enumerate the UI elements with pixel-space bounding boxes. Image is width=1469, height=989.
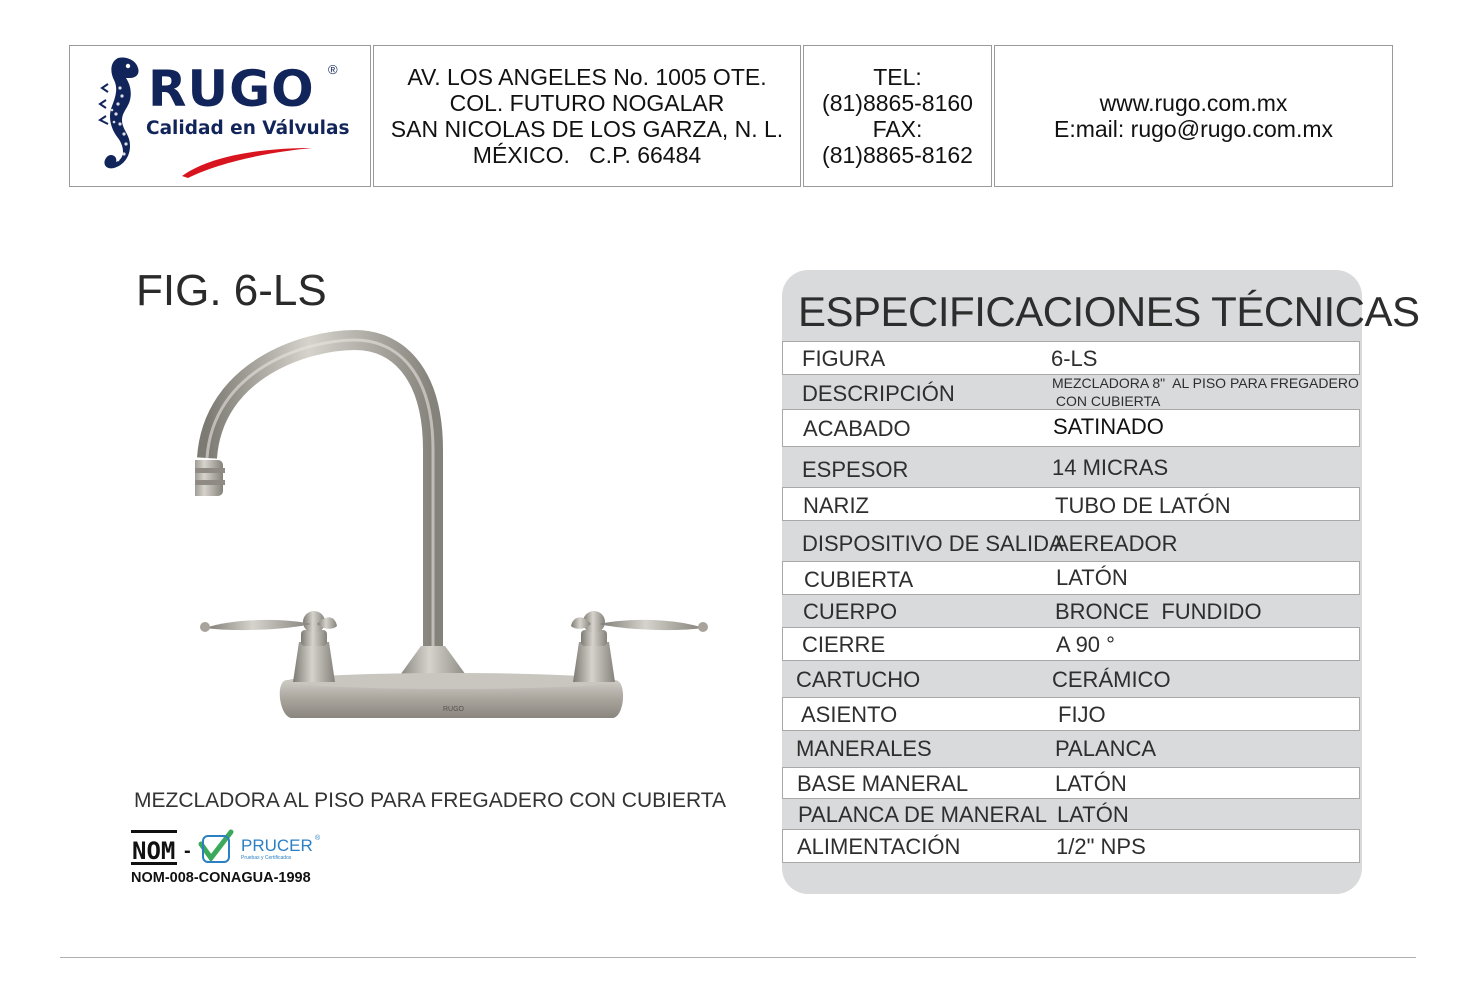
faucet-base-mark: RUGO — [443, 706, 464, 713]
fax-number: (81)8865-8162 — [822, 142, 973, 168]
website-link[interactable]: www.rugo.com.mx — [1099, 90, 1288, 116]
brand-tagline: Calidad en Válvulas — [146, 118, 350, 139]
tel-label: TEL: — [873, 64, 922, 90]
spec-value: AEREADOR — [1054, 531, 1178, 556]
spec-row — [782, 409, 1360, 447]
spec-label: CARTUCHO — [796, 667, 921, 692]
registered-mark: ® — [328, 62, 338, 77]
nom-mark: NOM — [132, 837, 176, 865]
spec-label: ACABADO — [803, 416, 911, 441]
spec-value: SATINADO — [1053, 414, 1164, 439]
spec-value: BRONCE FUNDIDO — [1055, 599, 1262, 624]
certifier-name: PRUCER — [241, 836, 313, 855]
tel-number: (81)8865-8160 — [822, 90, 973, 116]
address-box — [373, 45, 801, 187]
brand-name: RUGO — [148, 60, 315, 118]
address-line: SAN NICOLAS DE LOS GARZA, N. L. — [390, 116, 784, 142]
spec-row — [782, 829, 1360, 863]
faucet-image — [195, 330, 715, 730]
fax-label: FAX: — [872, 116, 923, 142]
address-block — [391, 64, 783, 168]
spec-row — [782, 595, 1360, 627]
spec-label: NARIZ — [803, 493, 869, 518]
email-link[interactable]: E:mail: rugo@rugo.com.mx — [1054, 116, 1333, 142]
address-line: MÉXICO. C.P. 66484 — [472, 142, 702, 168]
spec-row — [782, 661, 1360, 697]
spec-value: A 90 ° — [1056, 632, 1115, 657]
spec-row — [782, 697, 1360, 731]
spec-label: CUERPO — [803, 599, 898, 624]
figure-title: FIG. 6-LS — [136, 266, 327, 315]
phone-box — [803, 45, 992, 187]
spec-value: LATÓN — [1055, 771, 1127, 796]
spec-value: TUBO DE LATÓN — [1055, 493, 1231, 518]
spec-row — [782, 561, 1360, 595]
red-swoosh-icon — [180, 144, 315, 180]
spec-value: 14 MICRAS — [1052, 455, 1169, 480]
spec-value: MEZCLADORA 8" AL PISO PARA FREGADERO — [1052, 375, 1359, 391]
spec-label: FIGURA — [802, 346, 886, 371]
spec-title: ESPECIFICACIONES TÉCNICAS — [798, 288, 1420, 335]
spec-row — [782, 521, 1360, 561]
nom-separator: - — [184, 840, 191, 862]
spec-label: ALIMENTACIÓN — [797, 834, 961, 859]
spec-row — [782, 375, 1360, 409]
spec-label: DISPOSITIVO DE SALIDA — [802, 531, 1064, 556]
spec-label: MANERALES — [796, 736, 932, 761]
nom-standard: NOM-008-CONAGUA-1998 — [131, 870, 311, 886]
spec-label: CIERRE — [802, 632, 886, 657]
spec-label: ESPESOR — [802, 457, 909, 482]
address-line: COL. FUTURO NOGALAR — [449, 90, 725, 116]
nom-prucer-icon — [131, 828, 331, 868]
spec-row — [782, 799, 1360, 829]
spec-row — [782, 627, 1360, 661]
spec-row — [782, 341, 1360, 375]
spec-value: LATÓN — [1057, 802, 1129, 827]
spec-value: PALANCA — [1055, 736, 1157, 761]
spec-row — [782, 447, 1360, 487]
spec-label: PALANCA DE MANERAL — [798, 802, 1048, 827]
spec-value-cont: CON CUBIERTA — [1052, 393, 1161, 409]
spec-label: ASIENTO — [801, 702, 898, 727]
certification-logos — [131, 828, 331, 868]
logo-box — [69, 45, 371, 187]
footer-divider — [60, 957, 1416, 958]
certifier-tagline: Pruebas y Certificados — [241, 855, 292, 861]
spec-value: 1/2" NPS — [1056, 834, 1146, 859]
spec-panel — [782, 270, 1420, 894]
spec-value: CERÁMICO — [1052, 667, 1171, 692]
spec-row — [782, 487, 1360, 521]
spec-label: CUBIERTA — [804, 567, 914, 592]
web-block — [1054, 90, 1333, 142]
spec-row — [782, 731, 1360, 767]
spec-value: 6-LS — [1051, 346, 1098, 371]
certifier-registered: ® — [315, 835, 321, 842]
spec-row — [782, 767, 1360, 799]
web-box — [994, 45, 1393, 187]
spec-value: FIJO — [1058, 702, 1106, 727]
address-line: AV. LOS ANGELES No. 1005 OTE. — [407, 64, 767, 90]
spec-label: DESCRIPCIÓN — [802, 381, 955, 406]
spec-label: BASE MANERAL — [797, 771, 969, 796]
phone-block — [822, 64, 973, 168]
spec-value: LATÓN — [1056, 565, 1128, 590]
seahorse-logo-icon — [96, 54, 144, 182]
product-caption: MEZCLADORA AL PISO PARA FREGADERO CON CUBIERTA — [134, 789, 727, 812]
